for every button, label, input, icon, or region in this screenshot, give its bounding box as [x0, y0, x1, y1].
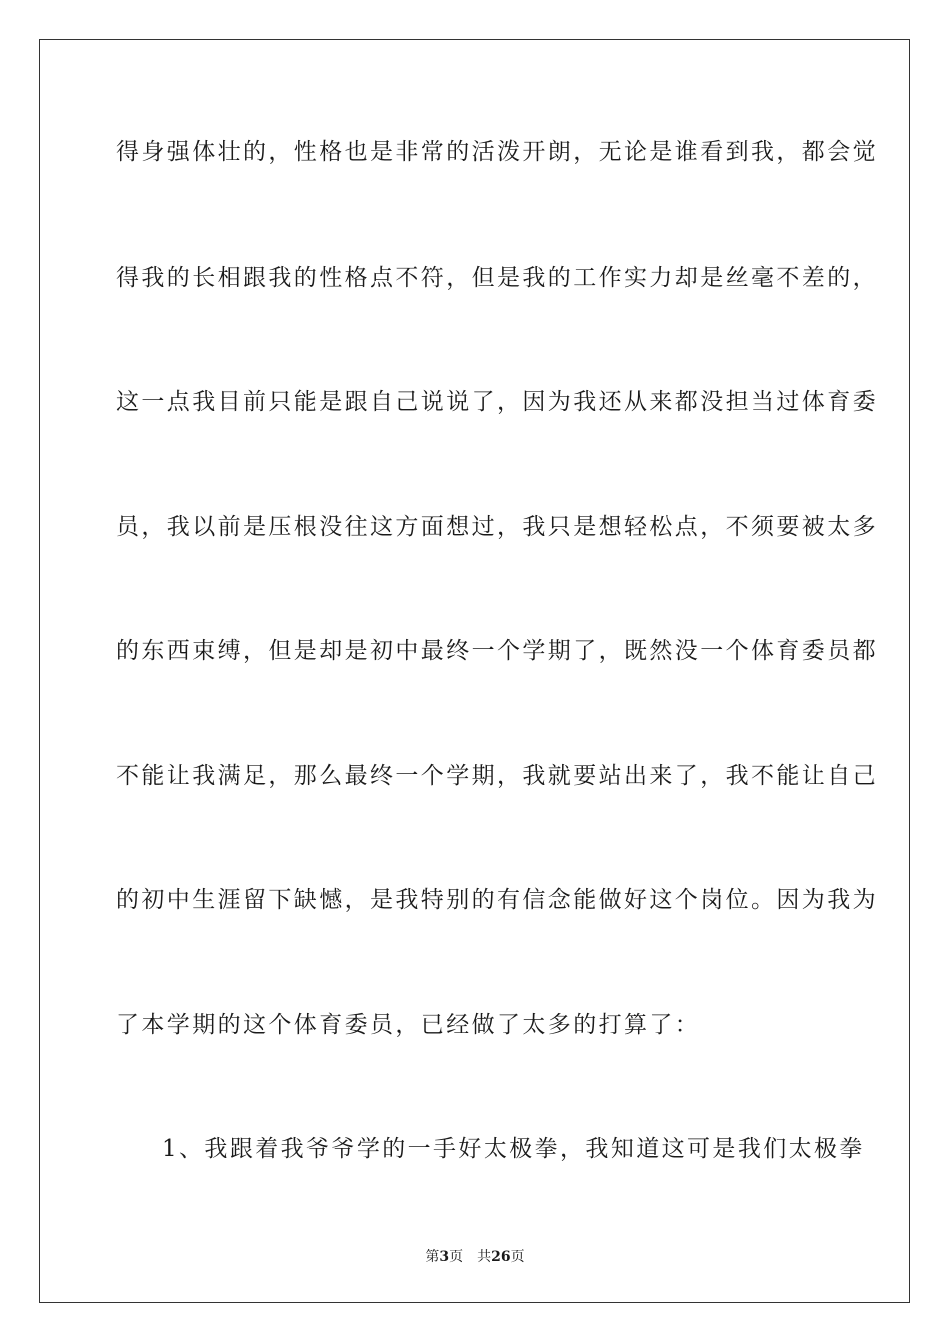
body-line-6: 不能让我满足，那么最终一个学期，我就要站出来了，我不能让自己	[116, 763, 878, 789]
body-line-8: 了本学期的这个体育委员，已经做了太多的打算了：	[116, 1012, 701, 1038]
page-frame	[39, 39, 910, 1303]
body-line-9: 1、我跟着我爷爷学的一手好太极拳，我知道这可是我们太极拳	[162, 1136, 865, 1162]
body-line-4: 员，我以前是压根没往这方面想过，我只是想轻松点，不须要被太多	[116, 514, 878, 540]
body-line-7: 的初中生涯留下缺憾，是我特别的有信念能做好这个岗位。因为我为	[116, 887, 878, 913]
footer-total-prefix: 共	[477, 1249, 492, 1265]
footer-page-prefix: 第	[425, 1249, 440, 1265]
body-line-5: 的东西束缚，但是却是初中最终一个学期了，既然没一个体育委员都	[116, 638, 878, 664]
footer-total-suffix: 页	[510, 1249, 525, 1265]
page-footer	[0, 1247, 950, 1267]
body-line-1: 得身强体壮的，性格也是非常的活泼开朗，无论是谁看到我，都会觉	[116, 139, 878, 165]
body-line-2: 得我的长相跟我的性格点不符，但是我的工作实力却是丝毫不差的，	[116, 265, 878, 291]
body-line-3: 这一点我目前只能是跟自己说说了，因为我还从来都没担当过体育委	[116, 389, 878, 415]
footer-total-pages: 26	[491, 1249, 511, 1265]
footer-page-number: 3	[439, 1249, 450, 1265]
footer-page-suffix: 页	[449, 1249, 464, 1265]
